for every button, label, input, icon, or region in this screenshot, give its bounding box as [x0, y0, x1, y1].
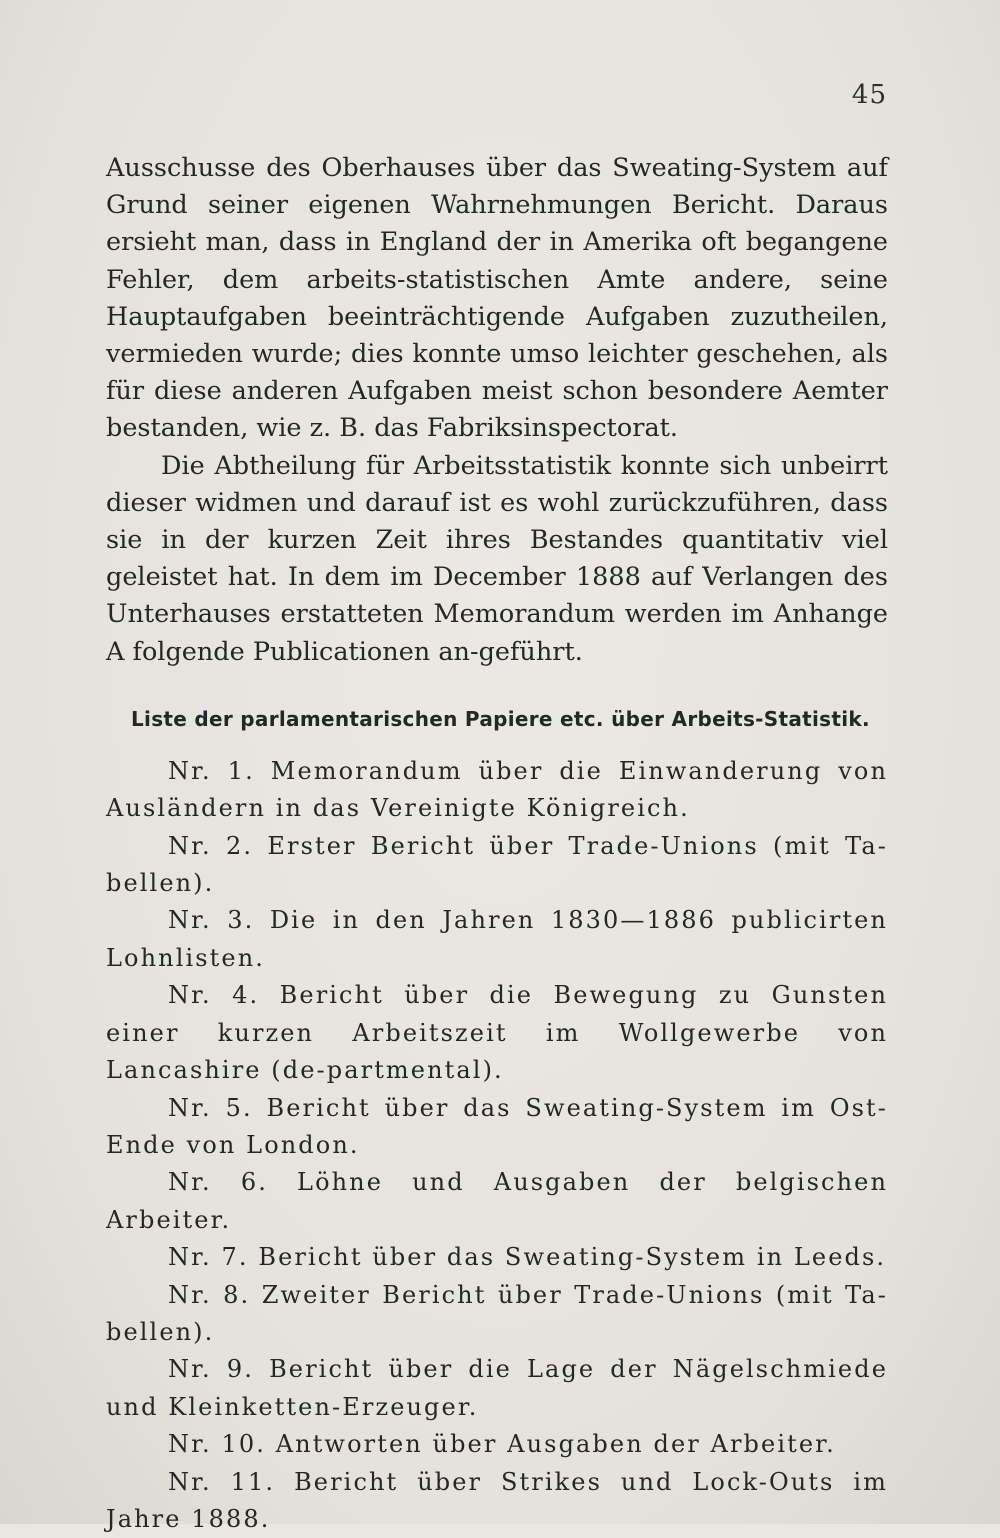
- item-number: Nr. 9.: [168, 1355, 254, 1384]
- list-item: [106, 1090, 888, 1165]
- list-heading: Liste der parlamentarischen Papiere etc. über Arbeits-Statistik.: [131, 706, 870, 731]
- item-text: Bericht über Strikes und Lock-Outs im Jahre 1888.: [106, 1467, 888, 1533]
- item-text: Bericht über die Lage der Nägelschmiede und Kleinketten-Erzeuger.: [106, 1355, 889, 1421]
- item-number: Nr. 4.: [168, 981, 260, 1010]
- item-text: Die in den Jahren 1830—1886 publicirten Lohnlisten.: [106, 906, 888, 972]
- item-number: Nr. 10.: [168, 1430, 266, 1459]
- item-number: Nr. 8.: [168, 1280, 251, 1309]
- list-item: [106, 902, 888, 977]
- item-number: Nr. 7.: [168, 1243, 249, 1272]
- item-number: Nr. 6.: [168, 1168, 268, 1197]
- item-text: Bericht über die Bewegung zu Gunsten einer kurzen Arbeitszeit im Wollgewerbe von Lancashire (de-partmental).: [106, 981, 888, 1085]
- item-text: Zweiter Bericht über Trade-Unions (mit Ta-bellen).: [106, 1280, 889, 1346]
- page-body: [106, 150, 888, 1538]
- item-text: Bericht über das Sweating-System im Ost-Ende von London.: [106, 1093, 888, 1159]
- list-item: [106, 1239, 888, 1276]
- list-item: [106, 828, 888, 903]
- paragraph-2: Die Abtheilung für Arbeitsstatistik konnte sich unbeirrt dieser widmen und darauf ist es wohl zurückzuführen, dass sie in der kurzen Zeit ihres Bestandes quantitativ viel geleistet hat. In dem im December 1888 auf Verlangen des Unterhauses erstatteten Memorandum werden im Anhange A folgende Publicationen an-geführt.: [106, 450, 888, 667]
- list-item: [106, 1164, 888, 1239]
- item-number: Nr. 11.: [168, 1467, 276, 1496]
- list-item: [106, 977, 888, 1089]
- item-number: Nr. 2.: [168, 831, 254, 860]
- item-text: Erster Bericht über Trade-Unions (mit Ta-bellen).: [106, 831, 888, 898]
- item-text: Bericht über das Sweating-System in Leeds.: [258, 1243, 887, 1272]
- list-item: [106, 1351, 888, 1426]
- item-number: Nr. 3.: [168, 906, 255, 935]
- paragraph-1: Ausschusse des Oberhauses über das Sweating-System auf Grund seiner eigenen Wahrnehmungen Bericht. Daraus ersieht man, dass in England der in Amerika oft begangene Fehler, dem arbeits-statistischen Amte andere, seine Hauptaufgaben beeinträchtigende Aufgaben zuzutheilen, vermieden wurde; dies konnte umso leichter geschehen, als für diese anderen Aufgaben meist schon besondere Aemter bestanden, wie z. B. das Fabriksinspectorat.: [106, 153, 888, 444]
- item-text: Antworten über Ausgaben der Arbeiter.: [275, 1430, 836, 1459]
- list-item: [106, 1464, 888, 1538]
- item-text: Löhne und Ausgaben der belgischen Arbeiter.: [106, 1168, 889, 1234]
- list-item: [106, 753, 888, 828]
- list-item: [106, 1277, 888, 1352]
- item-number: Nr. 5.: [168, 1093, 253, 1122]
- list-item: [106, 1426, 888, 1463]
- item-text: Memorandum über die Einwanderung von Ausländern in das Vereinigte Königreich.: [106, 756, 889, 823]
- item-number: Nr. 1.: [168, 756, 255, 785]
- page-number: 45: [851, 80, 887, 110]
- publication-list: [106, 753, 888, 1538]
